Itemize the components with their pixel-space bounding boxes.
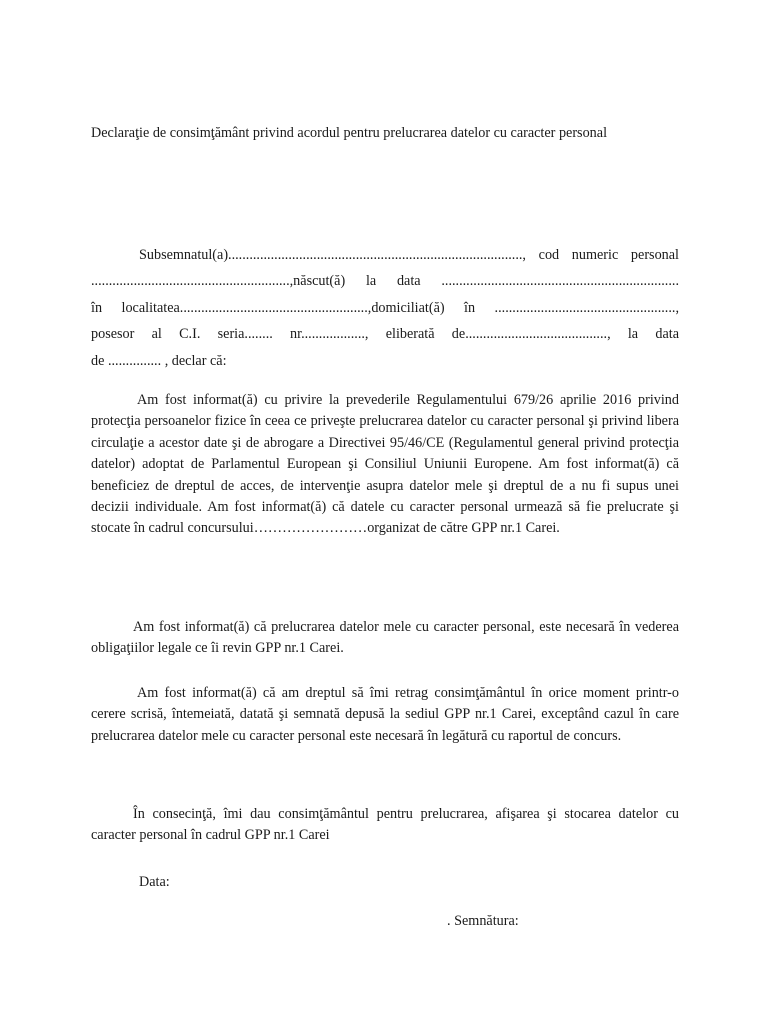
paragraph-regulation-text: Am fost informat(ă) cu privire la prevederile Regulamentului 679/26 aprilie 2016 privind protecţia persoanelor fizice în ceea ce priveşte prelucrarea datelor cu caracter personal şi privind libera circulaţie a acestor date şi de abrogare a Directivei 95/46/CE (Regulamentul general privind protecţia datelor) adoptat de Parlamentul European şi Consiliul Uniunii Europene. Am fost informat(ă) că beneficiez de dreptul de acces, de intervenţie asupra datelor mele şi dreptul de a nu fi supus unei decizii individuale. Am fost informat(ă) că datele cu caracter personal urmează să fie prelucrate şi stocate în cadrul concursului……………………organizat de către GPP nr.1 Carei. bbox=[91, 392, 679, 537]
form-line-declaration: de ............... , declar că: bbox=[91, 353, 227, 369]
paragraph-legal-obligations bbox=[91, 617, 679, 660]
form-line-id-card: posesor al C.I. seria........ nr.................., eliberată de........................................, la data bbox=[91, 326, 679, 342]
paragraph-withdraw-consent bbox=[91, 683, 679, 747]
paragraph-consent-text: În consecinţă, îmi dau consimţământul pentru prelucrarea, afişarea şi stocarea datelor cu caracter personal în cadrul GPP nr.1 Carei bbox=[91, 806, 679, 844]
document-title: Declaraţie de consimţământ privind acordul pentru prelucrarea datelor cu caracter personal bbox=[91, 125, 608, 141]
date-label: Data: bbox=[139, 874, 170, 890]
signature-label: . Semnătura: bbox=[447, 913, 519, 929]
form-line-locality: în localitatea.....................................................,domiciliat(ă) în ..................................................., bbox=[91, 300, 679, 316]
form-line-name: Subsemnatul(a)..................................................................................., cod numeric personal bbox=[139, 247, 679, 263]
form-line-cnp: ........................................................,născut(ă) la data ................................................................... bbox=[91, 273, 679, 289]
paragraph-withdraw-consent-text: Am fost informat(ă) că am dreptul să îmi retrag consimţământul în orice moment printr-o cerere scrisă, întemeiată, datată şi semnată depusă la sediul GPP nr.1 Carei, exceptând cazul în care prelucrarea datelor mele cu caracter personal este necesară în legătură cu raportul de concurs. bbox=[91, 685, 679, 744]
paragraph-legal-obligations-text: Am fost informat(ă) că prelucrarea datelor mele cu caracter personal, este necesară în vederea obligaţiilor legale ce îi revin GPP nr.1 Carei. bbox=[91, 619, 679, 657]
paragraph-regulation bbox=[91, 390, 679, 540]
paragraph-consent bbox=[91, 804, 679, 847]
